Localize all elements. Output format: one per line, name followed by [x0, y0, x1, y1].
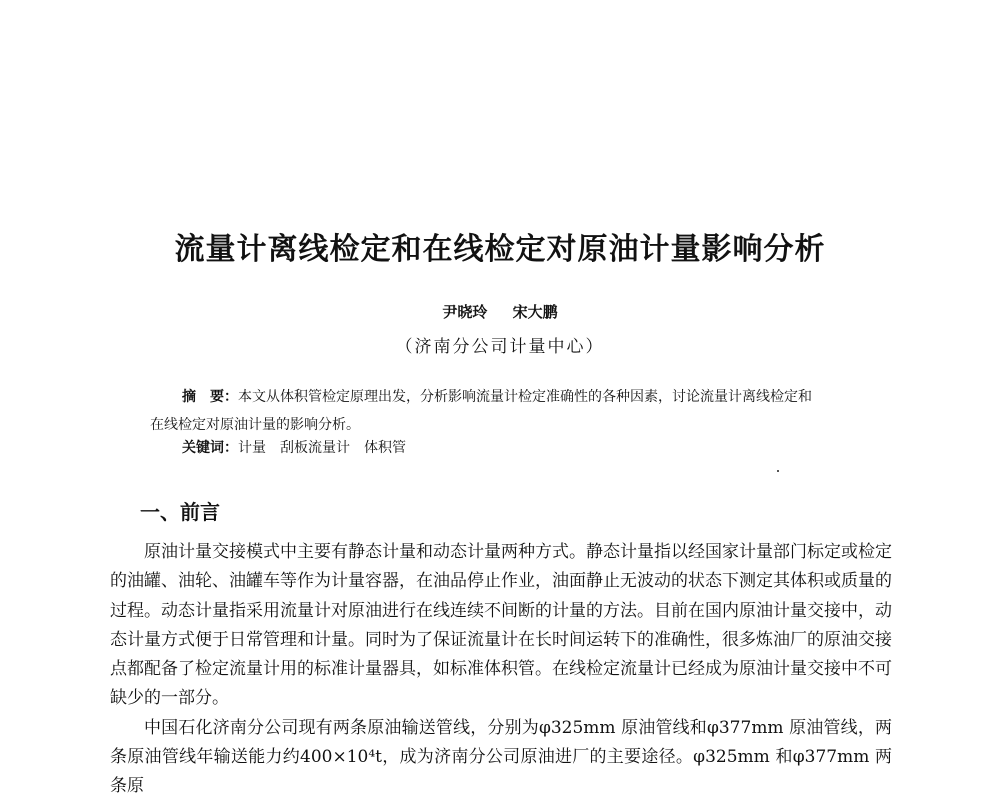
- keyword: 计量: [238, 440, 266, 456]
- author-name: 尹晓玲: [442, 303, 488, 321]
- author-name: 宋大鹏: [512, 303, 558, 321]
- author-list: [0, 301, 1000, 322]
- paragraph: 中国石化济南分公司现有两条原油输送管线，分别为φ325mm 原油管线和φ377mm 原油管线，两条原油管线年输送能力约400×10⁴t，成为济南分公司原油进厂的主要途径。φ325mm 和φ377mm 两条原: [110, 717, 892, 797]
- abstract: [150, 383, 860, 439]
- section-heading: 一、前言: [140, 500, 220, 524]
- keywords-label: 关键词：: [182, 440, 238, 456]
- abstract-label: 摘 要：: [182, 389, 238, 405]
- keywords: [182, 437, 420, 457]
- author-affiliation: （济南分公司计量中心）: [395, 337, 605, 357]
- paper-title: 流量计离线检定和在线检定对原油计量影响分析: [174, 232, 826, 267]
- paragraph: 原油计量交接模式中主要有静态计量和动态计量两种方式。静态计量指以经国家计量部门标定或检定的油罐、油轮、油罐车等作为计量容器，在油品停止作业，油面静止无波动的状态下测定其体积或质量的过程。动态计量指采用流量计对原油进行在线连续不间断的计量的方法。目前在国内原油计量交接中，动态计量方式便于日常管理和计量。同时为了保证流量计在长时间运转下的准确性，很多炼油厂的原油交接点都配备了检定流量计用的标准计量器具，如标准体积管。在线检定流量计已经成为原油计量交接中不可缺少的一部分。: [110, 542, 892, 709]
- scan-speck: [777, 470, 779, 472]
- abstract-text: 本文从体积管检定原理出发，分析影响流量计检定准确性的各种因素，讨论流量计离线检定和: [238, 389, 812, 405]
- abstract-line: 在线检定对原油计量的影响分析。: [150, 417, 360, 433]
- keyword: 刮板流量计: [280, 440, 350, 456]
- abstract-line: [150, 383, 860, 411]
- keyword: 体积管: [364, 440, 406, 456]
- body-text: [110, 538, 892, 802]
